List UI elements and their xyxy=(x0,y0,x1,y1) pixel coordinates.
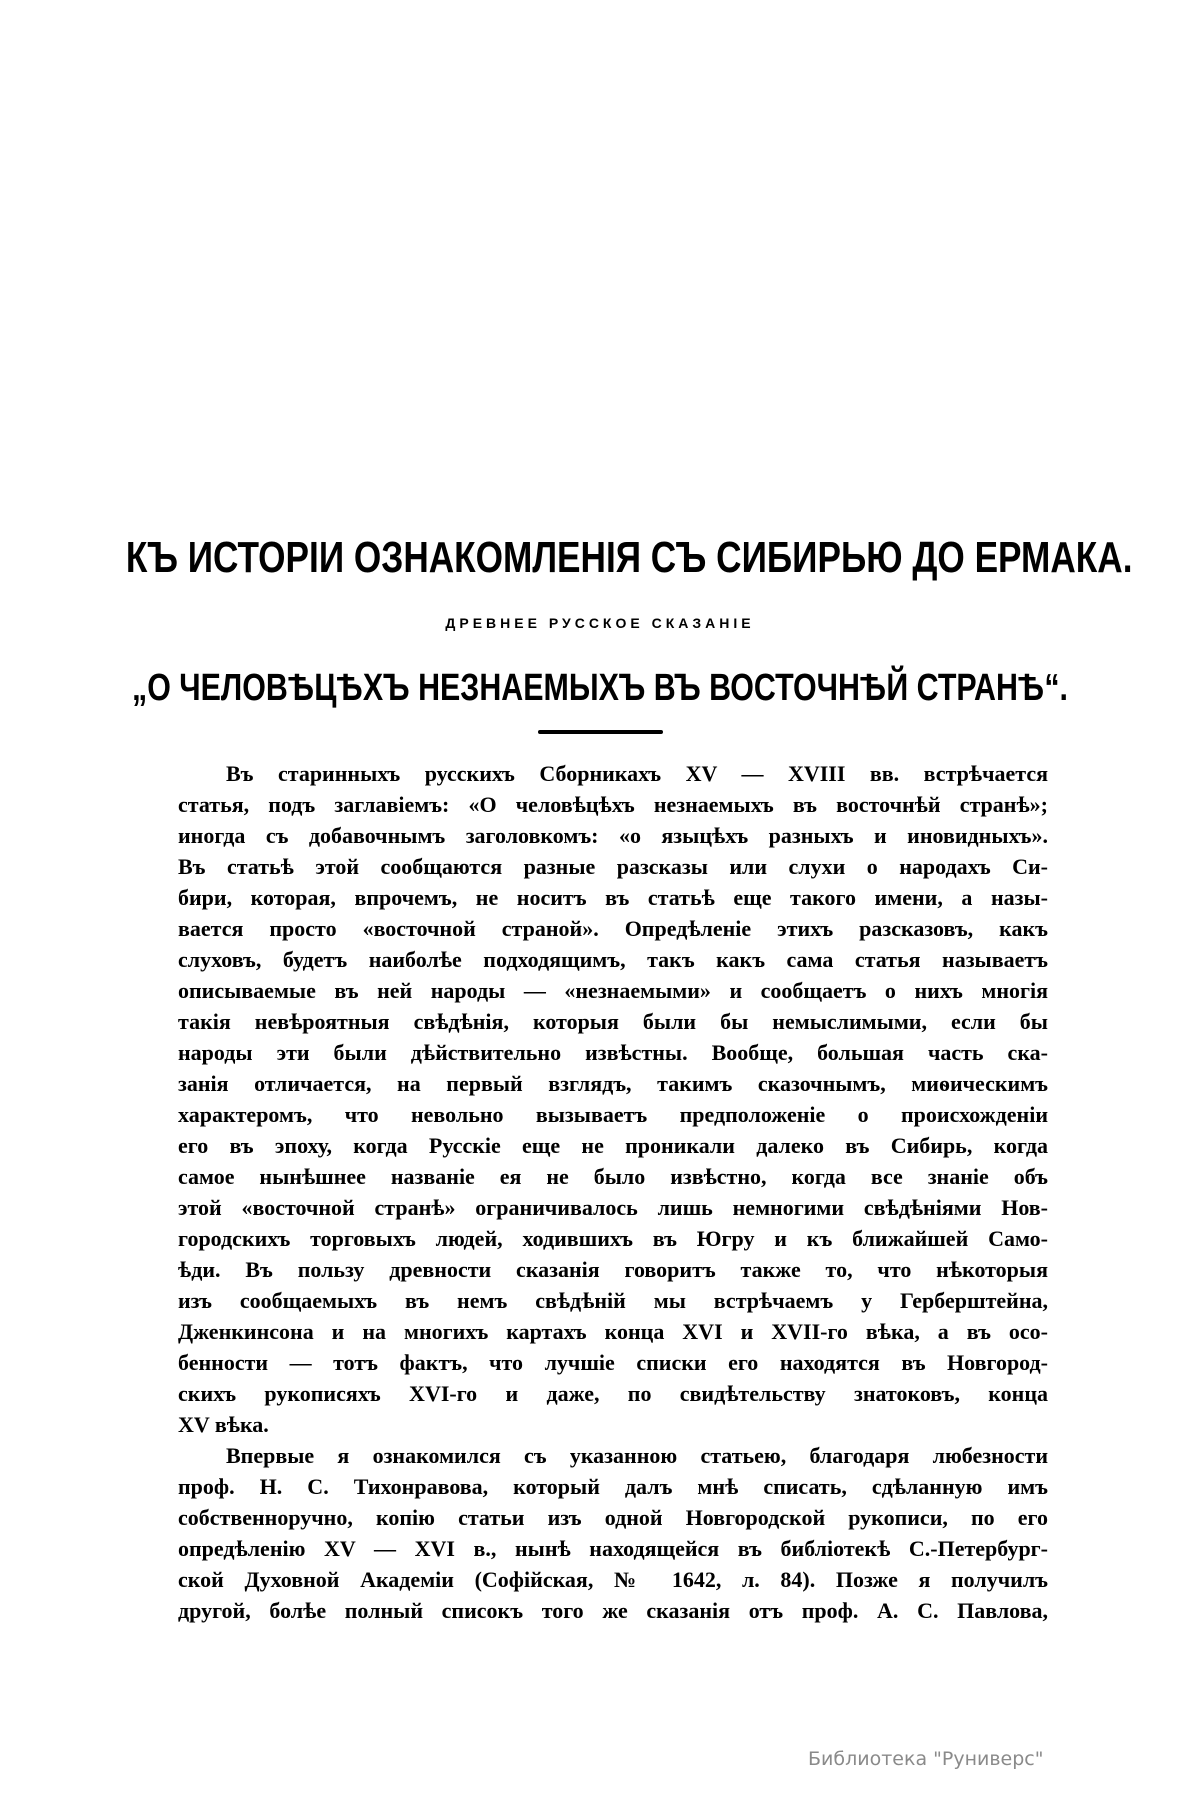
text-line: Въ статьѣ этой сообщаются разные разсказы или слухи о народахъ Си- xyxy=(178,854,1048,879)
text-line: занія отличается, на первый взглядъ, такимъ сказочнымъ, миѳическимъ xyxy=(178,1071,1048,1096)
text-line: иногда съ добавочнымъ заголовкомъ: «о языцѣхъ разныхъ и иновидныхъ». xyxy=(178,823,1048,848)
article-subtitle: ДРЕВНЕЕ РУССКОЕ СКАЗАНІЕ xyxy=(445,615,755,631)
text-line: описываемые въ ней народы — «незнаемыми» и сообщаетъ о нихъ многія xyxy=(178,978,1048,1003)
text-line: другой, болѣе полный списокъ того же сказанія отъ проф. А. С. Павлова, xyxy=(178,1598,1048,1623)
article-body xyxy=(178,758,1048,1626)
text-line: XV вѣка. xyxy=(178,1412,269,1437)
text-line: слуховъ, будетъ наиболѣе подходящимъ, такъ какъ сама статья называетъ xyxy=(178,947,1048,972)
text-line: этой «восточной странѣ» ограничивалось лишь немногими свѣдѣніями Нов- xyxy=(178,1195,1048,1220)
text-line: опредѣленію XV — XVI в., нынѣ находящейся въ библіотекѣ С.-Петербург- xyxy=(178,1536,1048,1561)
text-line: народы эти были дѣйствительно извѣстны. Вообще, большая часть ска- xyxy=(178,1040,1048,1065)
text-line: ской Духовной Академіи (Софійская, № 1642, л. 84). Позже я получилъ xyxy=(178,1567,1048,1592)
text-line: бири, которая, впрочемъ, не носитъ въ статьѣ еще такого имени, а назы- xyxy=(178,885,1048,910)
library-watermark: Библиотека "Руниверс" xyxy=(808,1748,1044,1770)
text-line: самое нынѣшнее названіе ея не было извѣстно, когда все знаніе объ xyxy=(178,1164,1048,1189)
article-title-text: КЪ ИСТОРІИ ОЗНАКОМЛЕНІЯ СЪ СИБИРЬЮ ДО ЕРМАКА. xyxy=(125,533,1133,582)
legend-title xyxy=(0,668,1200,708)
text-line: такія невѣроятныя свѣдѣнія, которыя были бы немыслимыми, если бы xyxy=(178,1009,1048,1034)
text-line: изъ сообщаемыхъ въ немъ свѣдѣній мы встрѣчаемъ у Герберштейна, xyxy=(178,1288,1048,1313)
text-line: характеромъ, что невольно вызываетъ предположеніе о происхожденіи xyxy=(178,1102,1048,1127)
text-line: ѣди. Въ пользу древности сказанія говоритъ также то, что нѣкоторыя xyxy=(178,1257,1048,1282)
text-line: его въ эпоху, когда Русскіе еще не проникали далеко въ Сибирь, когда xyxy=(178,1133,1048,1158)
text-line: Въ старинныхъ русскихъ Сборникахъ XV — XVIII вв. встрѣчается xyxy=(226,761,1048,786)
text-line: скихъ рукописяхъ XVI-го и даже, по свидѣтельству знатоковъ, конца xyxy=(178,1381,1048,1406)
text-line: собственноручно, копію статьи изъ одной Новгородской рукописи, по его xyxy=(178,1505,1048,1530)
legend-title-text: „О ЧЕЛОВѢЦѢХЪ НЕЗНАЕМЫХЪ ВЪ ВОСТОЧНѢЙ СТРАНѢ“. xyxy=(132,667,1068,709)
text-line: проф. Н. С. Тихонравова, который далъ мнѣ списать, сдѣланную имъ xyxy=(178,1474,1048,1499)
text-line: бенности — тотъ фактъ, что лучшіе списки его находятся въ Новгород- xyxy=(178,1350,1048,1375)
article-title xyxy=(0,533,1200,582)
text-line: городскихъ торговыхъ людей, ходившихъ въ Югру и къ ближайшей Само- xyxy=(178,1226,1048,1251)
text-line: статья, подъ заглавіемъ: «О человѣцѣхъ незнаемыхъ въ восточнѣй странѣ»; xyxy=(178,792,1048,817)
text-line: вается просто «восточной страной». Опредѣленіе этихъ разсказовъ, какъ xyxy=(178,916,1048,941)
divider-rule xyxy=(538,730,663,734)
text-line: Дженкинсона и на многихъ картахъ конца XVI и XVII-го вѣка, а въ осо- xyxy=(178,1319,1048,1344)
text-line: Впервые я ознакомился съ указанною статьею, благодаря любезности xyxy=(226,1443,1048,1468)
